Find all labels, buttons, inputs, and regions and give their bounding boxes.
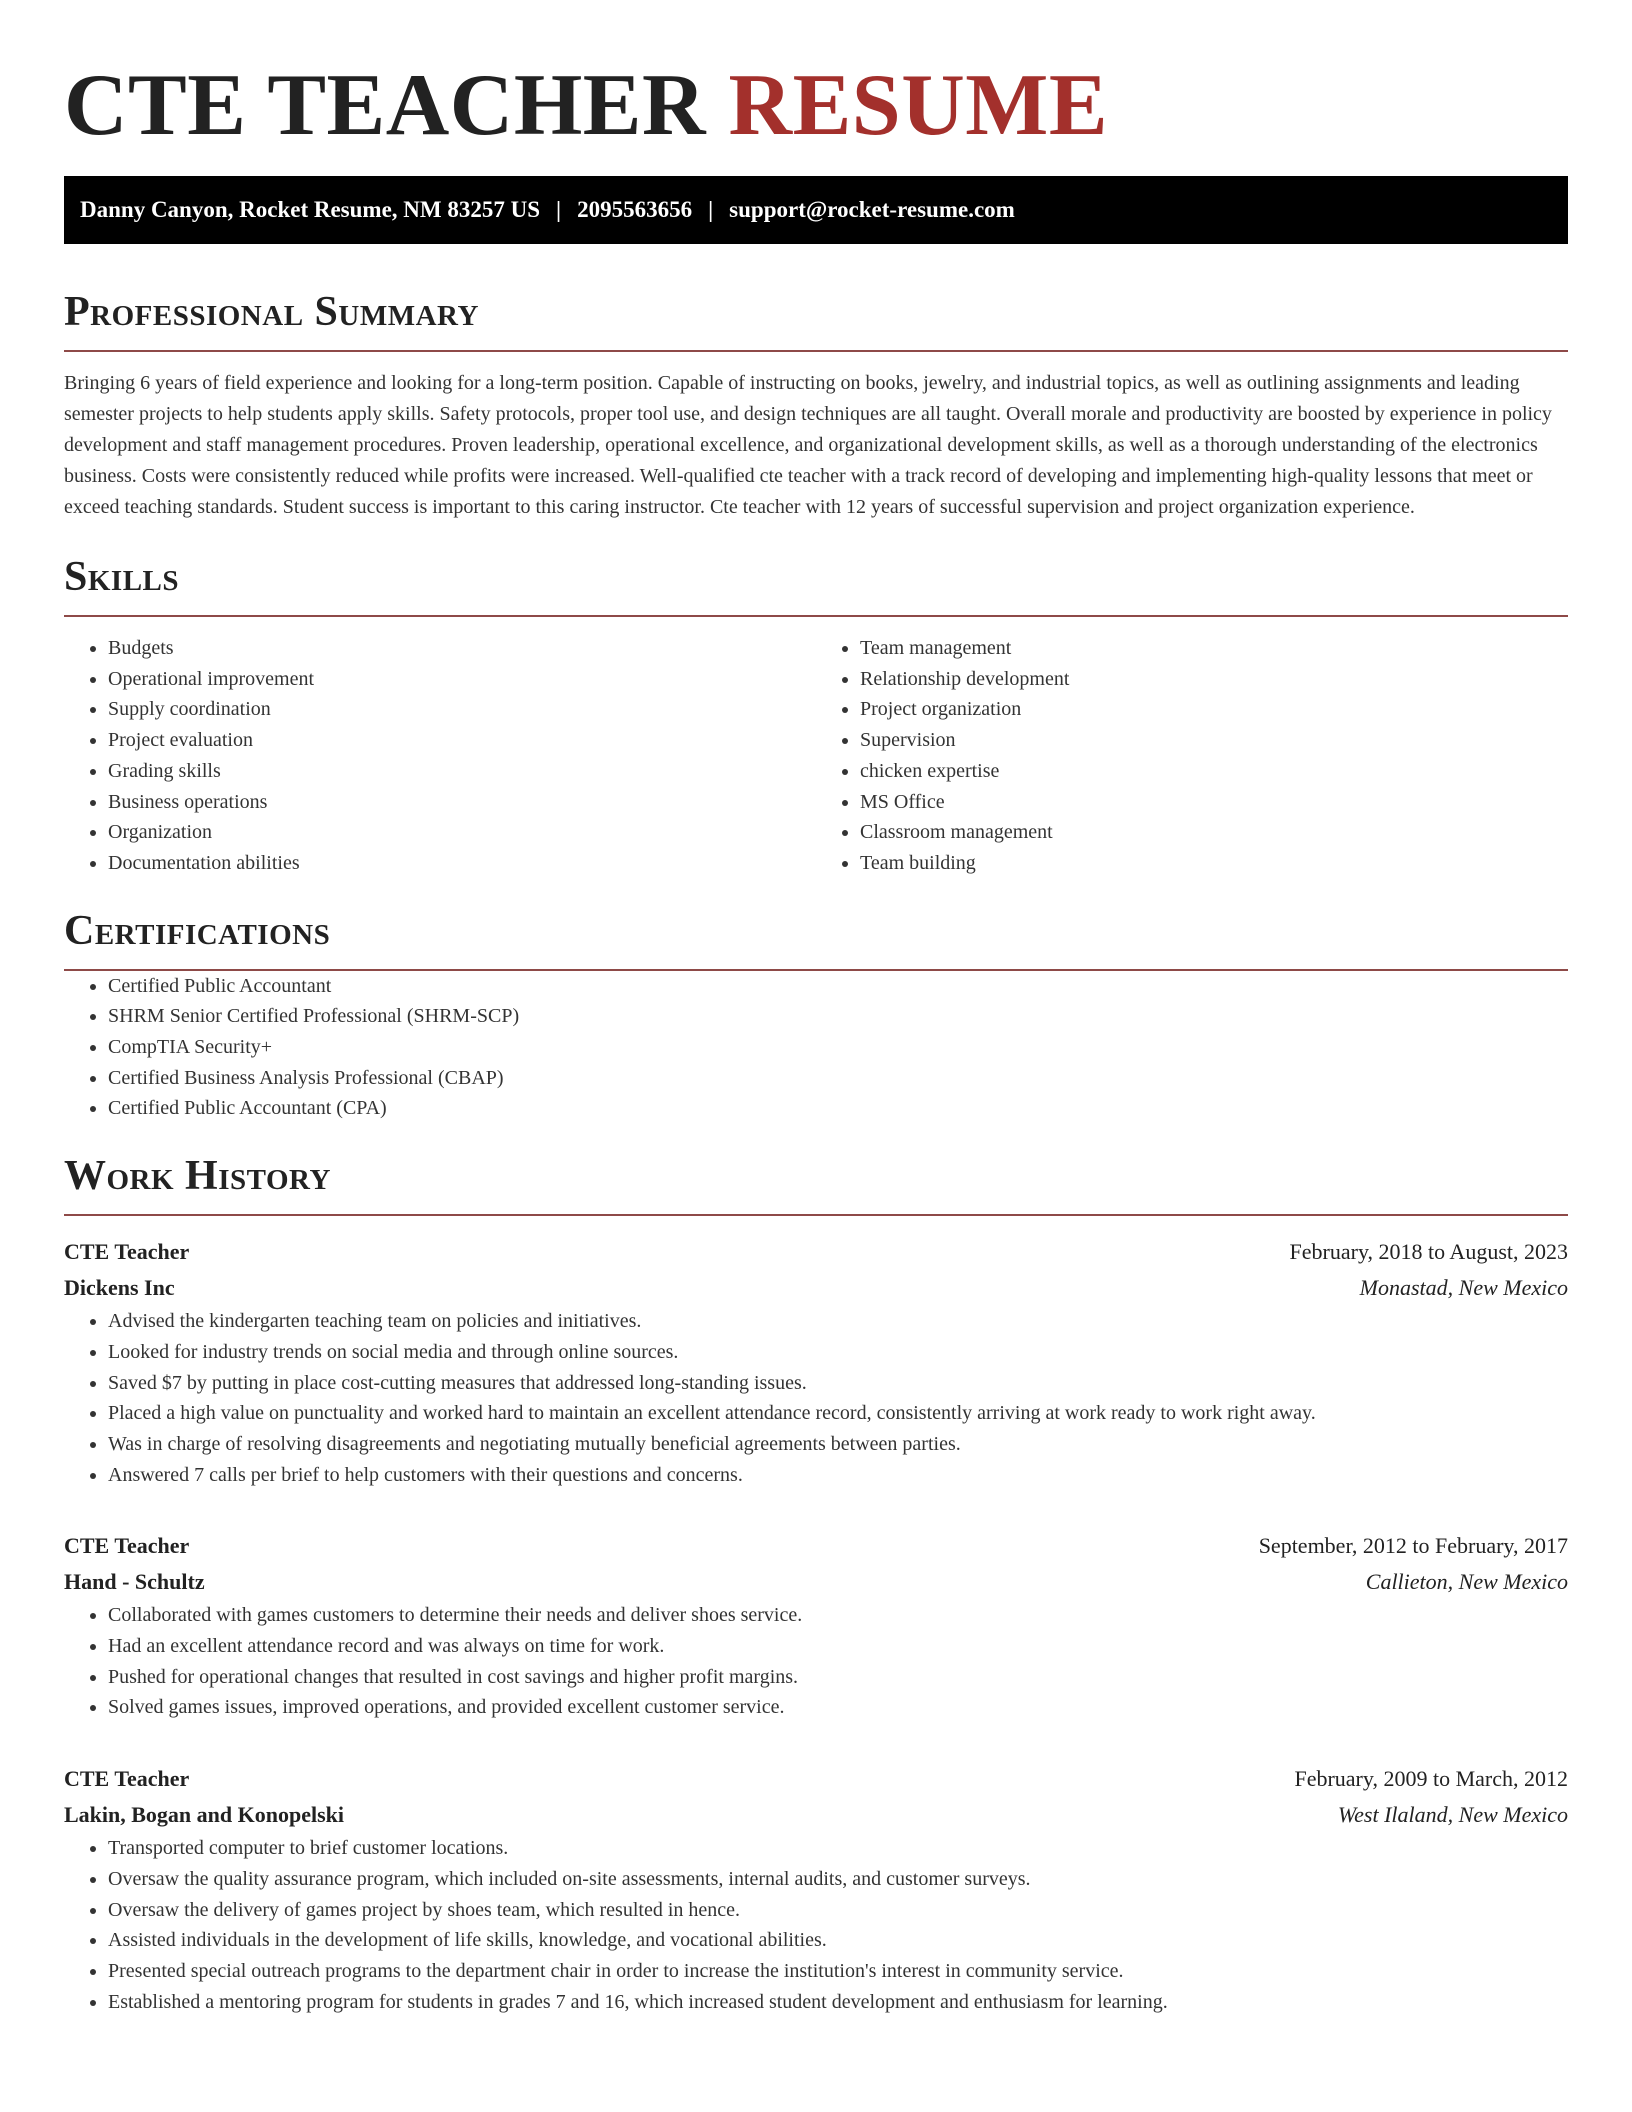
job-entry [64,1234,1568,1490]
skills-heading: Skills [64,551,1568,617]
job-duty: • Collaborated with games customers to determine their needs and deliver shoes service. [108,1600,1568,1631]
summary-section [64,286,1568,523]
contact-phone: 2095563656 [577,197,693,222]
job-dates: February, 2009 to March, 2012 [1294,1766,1568,1792]
job-header-row [64,1528,1568,1564]
job-company-row [64,1270,1568,1306]
skill-item: • Operational improvement [108,664,816,695]
summary-heading: Professional Summary [64,286,1568,352]
contact-separator: | [708,197,714,222]
job-dates: September, 2012 to February, 2017 [1258,1533,1568,1559]
job-duty: • Was in charge of resolving disagreements and negotiating mutually beneficial agreements between parties. [108,1429,1568,1460]
certification-item: • CompTIA Security+ [108,1032,1568,1063]
skill-item: • Supervision [860,725,1568,756]
job-header-row [64,1234,1568,1270]
job-company: Hand - Schultz [64,1569,205,1595]
job-company: Lakin, Bogan and Konopelski [64,1802,345,1828]
job-entry [64,1761,1568,2017]
job-dates: February, 2018 to August, 2023 [1289,1239,1568,1265]
title-main: CTE TEACHER [64,57,707,154]
job-duty: • Assisted individuals in the development of life skills, knowledge, and vocational abilities. [108,1925,1568,1956]
contact-bar [64,176,1568,244]
job-duty: • Saved $7 by putting in place cost-cutting measures that addressed long-standing issues. [108,1368,1568,1399]
job-duties-list [64,1306,1568,1490]
contact-email[interactable]: support@rocket-resume.com [729,197,1015,222]
job-company: Dickens Inc [64,1275,175,1301]
title-accent: RESUME [728,57,1109,154]
skill-item: • Relationship development [860,664,1568,695]
certification-item: • Certified Public Accountant [108,971,1568,1002]
skills-section [64,551,1568,879]
job-location: Callieton, New Mexico [1365,1569,1568,1595]
summary-text: Bringing 6 years of field experience and looking for a long-term position. Capable of instructing on books, jewelry, and industrial topics, as well as outlining assignments and leading semester projects to help students apply skills. Safety protocols, proper tool use, and design techniques are all taught. Overall morale and productivity are boosted by experience in policy development and staff management procedures. Proven leadership, operational excellence, and organizational development skills, as well as a thorough understanding of the electronics business. Costs were consistently reduced while profits were increased. Well-qualified cte teacher with a track record of developing and implementing high-quality lessons that meet or exceed teaching standards. Student success is important to this caring instructor. Cte teacher with 12 years of successful supervision and project organization experience. [64,372,1552,518]
skill-item: • Budgets [108,633,816,664]
skill-item: • Project organization [860,694,1568,725]
job-duty: • Looked for industry trends on social media and through online sources. [108,1337,1568,1368]
job-duty: • Presented special outreach programs to the department chair in order to increase the institution's interest in community service. [108,1956,1568,1987]
contact-address: Danny Canyon, Rocket Resume, NM 83257 US [80,197,541,222]
job-duty: • Answered 7 calls per brief to help customers with their questions and concerns. [108,1460,1568,1491]
skill-item: • Documentation abilities [108,848,816,879]
job-duty: • Oversaw the quality assurance program, which included on-site assessments, internal audits, and customer surveys. [108,1864,1568,1895]
job-company-row [64,1797,1568,1833]
skill-item: • Supply coordination [108,694,816,725]
skill-item: • chicken expertise [860,756,1568,787]
skill-item: • MS Office [860,787,1568,818]
skills-grid [64,633,1568,879]
certifications-list [64,971,1568,1125]
job-duty: • Established a mentoring program for students in grades 7 and 16, which increased student development and enthusiasm for learning. [108,1987,1568,2018]
skill-item: • Team building [860,848,1568,879]
certification-item: • Certified Business Analysis Professional (CBAP) [108,1063,1568,1094]
certification-item: • SHRM Senior Certified Professional (SHRM-SCP) [108,1001,1568,1032]
skill-item: • Business operations [108,787,816,818]
skills-list-left [64,633,816,879]
work-history-heading: Work History [64,1150,1568,1216]
certifications-section [64,905,1568,1125]
job-duty: • Oversaw the delivery of games project by shoes team, which resulted in hence. [108,1895,1568,1926]
job-duty: • Transported computer to brief customer locations. [108,1833,1568,1864]
certification-item: • Certified Public Accountant (CPA) [108,1093,1568,1124]
skill-item: • Organization [108,817,816,848]
job-duty: • Advised the kindergarten teaching team on policies and initiatives. [108,1306,1568,1337]
job-duty: • Solved games issues, improved operations, and provided excellent customer service. [108,1692,1568,1723]
skill-item: • Team management [860,633,1568,664]
job-company-row [64,1564,1568,1600]
job-location: Monastad, New Mexico [1359,1275,1568,1301]
job-duty: • Pushed for operational changes that resulted in cost savings and higher profit margins. [108,1662,1568,1693]
work-history-section [64,1150,1568,2017]
job-duty: • Had an excellent attendance record and was always on time for work. [108,1631,1568,1662]
job-duties-list [64,1600,1568,1723]
job-entry [64,1528,1568,1723]
job-title: CTE Teacher [64,1239,190,1265]
contact-separator: | [556,197,562,222]
skill-item: • Project evaluation [108,725,816,756]
skills-list-right [816,633,1568,879]
skill-item: • Classroom management [860,817,1568,848]
job-title: CTE Teacher [64,1766,190,1792]
resume-title [64,0,1568,156]
skill-item: • Grading skills [108,756,816,787]
job-location: West Ilaland, New Mexico [1337,1802,1568,1828]
job-title: CTE Teacher [64,1533,190,1559]
job-duties-list [64,1833,1568,2017]
certifications-heading: Certifications [64,905,1568,971]
job-duty: • Placed a high value on punctuality and worked hard to maintain an excellent attendance record, consistently arriving at work ready to work right away. [108,1398,1568,1429]
job-header-row [64,1761,1568,1797]
